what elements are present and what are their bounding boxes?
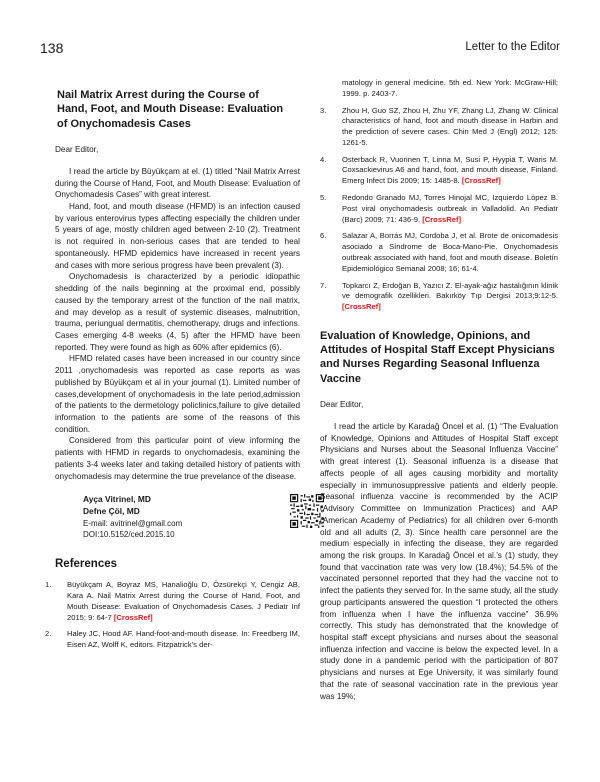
references-list-continued (320, 78, 558, 313)
crossref-link[interactable]: [CrossRef] (461, 176, 501, 186)
crossref-link[interactable]: [CrossRef] (422, 214, 462, 224)
doi[interactable]: DOI:10.5152/ced.2015.10 (83, 530, 175, 540)
article-title-onychomadesis: Nail Matrix Arrest during the Course of Hand, Foot, and Mouth Disease: Evaluation of Onychomadesis Cases (57, 89, 284, 130)
reference-item: 3. Zhou H, Guo SZ, Zhou H, Zhu YF, Zhang LJ, Zhang W. Clinical characteristics of hand, foot and mouth disease in Harbin and the prediction of severe cases. Chin Med J (Engl) 2012; 125: 1261-5. (320, 105, 558, 147)
reference-item: 1. Büyükçam A, Boyraz MS, Hanalioğlu D, Özsürekçi Y, Cengiz AB, Kara A. Nail Matrix Arrest during the Course of Hand, Foot, and Mouth Disease: Evaluation of Onychomadesis Cases. J Pediatr Inf 2015; 9: 64-7 [CrossRef] (45, 580, 300, 622)
page-number: 138 (40, 40, 64, 56)
references-heading: References (55, 558, 118, 571)
paragraph: Considered from this particular point of view informing the patients with HFMD in regards to onychomadesis, examining the patients 3-4 weeks later and taking detailed history of patients with onychomadesis may determine the true prevelance of the disease. (55, 436, 300, 481)
author-name: Defne Çöl, MD (83, 506, 140, 517)
paragraph: Hand, foot, and mouth disease (HFMD) is an infection caused by various enterovirus types affecting especially the children under 5 years of age, mostly children aged between 2-10 (2). Treatment is not required in non-serious cases that are tended to heal spontaneously. HFMD epidemics have increased in recent years and cases with more serious progress have been prevalent (3). (55, 202, 300, 270)
reference-item: 4. Osterback R, Vuorinen T, Linna M, Susi P, Hyypiä T, Waris M. Coxsackievirus A6 and hand, foot, and mouth disease, Finland. Emerg Infect Dis 2009; 15: 1485-8. [CrossRef] (320, 154, 558, 186)
paragraph: HFMD related cases have been increased in our country since 2011 ,onychomadesis was reported as case reports as was published by Büyükçam et al in your journal (1). Limited number of cases,development of onychomadesis in the late period,admission of the patients to the dermetology policlinics,failure to give detailed information to the patients are some of the reasons of this condition. (55, 354, 300, 434)
paragraph: I read the article by Karadağ Öncel et al. (1) “The Evaluation of Knowledge, Opinions and Attitudes of Hospital Staff except Physicians and Nurses about the Seasonal Influenza Vaccine” with great interest (1). Seasonal influenza is a disease that affects people of all ages causing morbidity and mortality especially in immunosuppressive patients and elderly people. Seasonal influenza vaccine is recommended by the ACIP (Advisory Committee on Immunization Practices) and AAP (American Academy of Pediatrics) for all children over 6-month old and all adults (2, 3). Since health care personnel are the medium especially in infecting the disease, they are regarded among the risk groups. In Karadağ Öncel et al.’s (1) study, they found that vaccination rate was very low (18.4%); 54.5% of the vaccinated personnel reported that they had the vaccine not to infect the patients they served for. In the same study, all the study group participants answered the question “I protected the others from influenza when I have the influenza vaccine” 36.9% correctly. This study has demonstrated that the knowledge of hospital staff except physicians and nurses about the seasonal influenza infection and vaccine is below the expected level. In a study done in a pandemic period with the participation of 807 physicians and nurses at Ege University, it was similarly found that the rate of seasonal vaccination rate in the previous year was 19%; (320, 422, 558, 701)
paragraph: Onychomadesis is characterized by a periodic idiopathic shedding of the nails beginning at the proximal end, possibly caused by the temporary arrest of the function of the nail matrix, and may develop as a result of systemic diseases, malnutrition, trauma, periungual dermatitis, chemotherapy, drugs and infections. Cases emerging 4-8 weeks (4, 5) after the HFMD have been reported. They were found as high as 60% after epidemics (6). (55, 272, 300, 352)
salutation: Dear Editor, (55, 144, 99, 154)
salutation: Dear Editor, (320, 400, 364, 410)
reference-item: 6. Salazar A, Borrás MJ, Cordoba J, et al. Brote de onicomadesis asociado a Síndrome de Boca-Mano-Pie. Onychomadesis outbreak associated with hand, foot and mouth disease. Boletín Epidemiológico Semanal 2008; 16; 61-4. (320, 231, 558, 273)
right-column (320, 80, 558, 702)
author-name: Ayça Vitrinel, MD (83, 494, 151, 505)
reference-item: 2. Haley JC, Hood AF. Hand-foot-and-mouth disease. In: Freedberg IM, Eisen AZ, Wolff K, editors. Fitzpatrick’s der- (45, 629, 300, 650)
reference-item: 7. Topkarcı Z, Erdoğan B, Yazıcı Z. El-ayak-ağız hastalığının klinik ve demografik özellikleri. Bakırköy Tıp Dergisi 2013;9:12-5. [CrossRef] (320, 280, 558, 312)
reference-continuation: matology in general medicine. 5th ed. New York: McGraw-Hill; 1999. p. 2403-7. (342, 78, 558, 98)
paragraph: I read the article by Büyükçam at el. (1) titled “Nail Matrix Arrest during the Course of Hand, Foot, and Mouth Disease: Evaluation of Onychomadesis Cases” with great interest. (55, 166, 300, 200)
running-title: Letter to the Editor (465, 41, 560, 53)
references-list (45, 580, 300, 651)
crossref-link[interactable]: [CrossRef] (113, 612, 153, 622)
left-column (45, 80, 300, 657)
crossref-link[interactable]: [CrossRef] (342, 302, 381, 312)
qr-code-icon (290, 494, 324, 528)
article-title-influenza-vaccine: Evaluation of Knowledge, Opinions, and Attitudes of Hospital Staff Except Physicians and Nurses Regarding Seasonal Influenza Vaccine (320, 329, 555, 385)
signature-block (83, 494, 300, 540)
reference-item: 5. Redondo Granado MJ, Torres Hinojal MC, Izquierdo López B. Post viral onychomadesis outbreak in Valladolid. An Pediatr (Barc) 2009; 71: 436-9. [CrossRef] (320, 193, 558, 224)
author-email[interactable]: E-mail: avitrinel@gmail.com (83, 518, 183, 528)
